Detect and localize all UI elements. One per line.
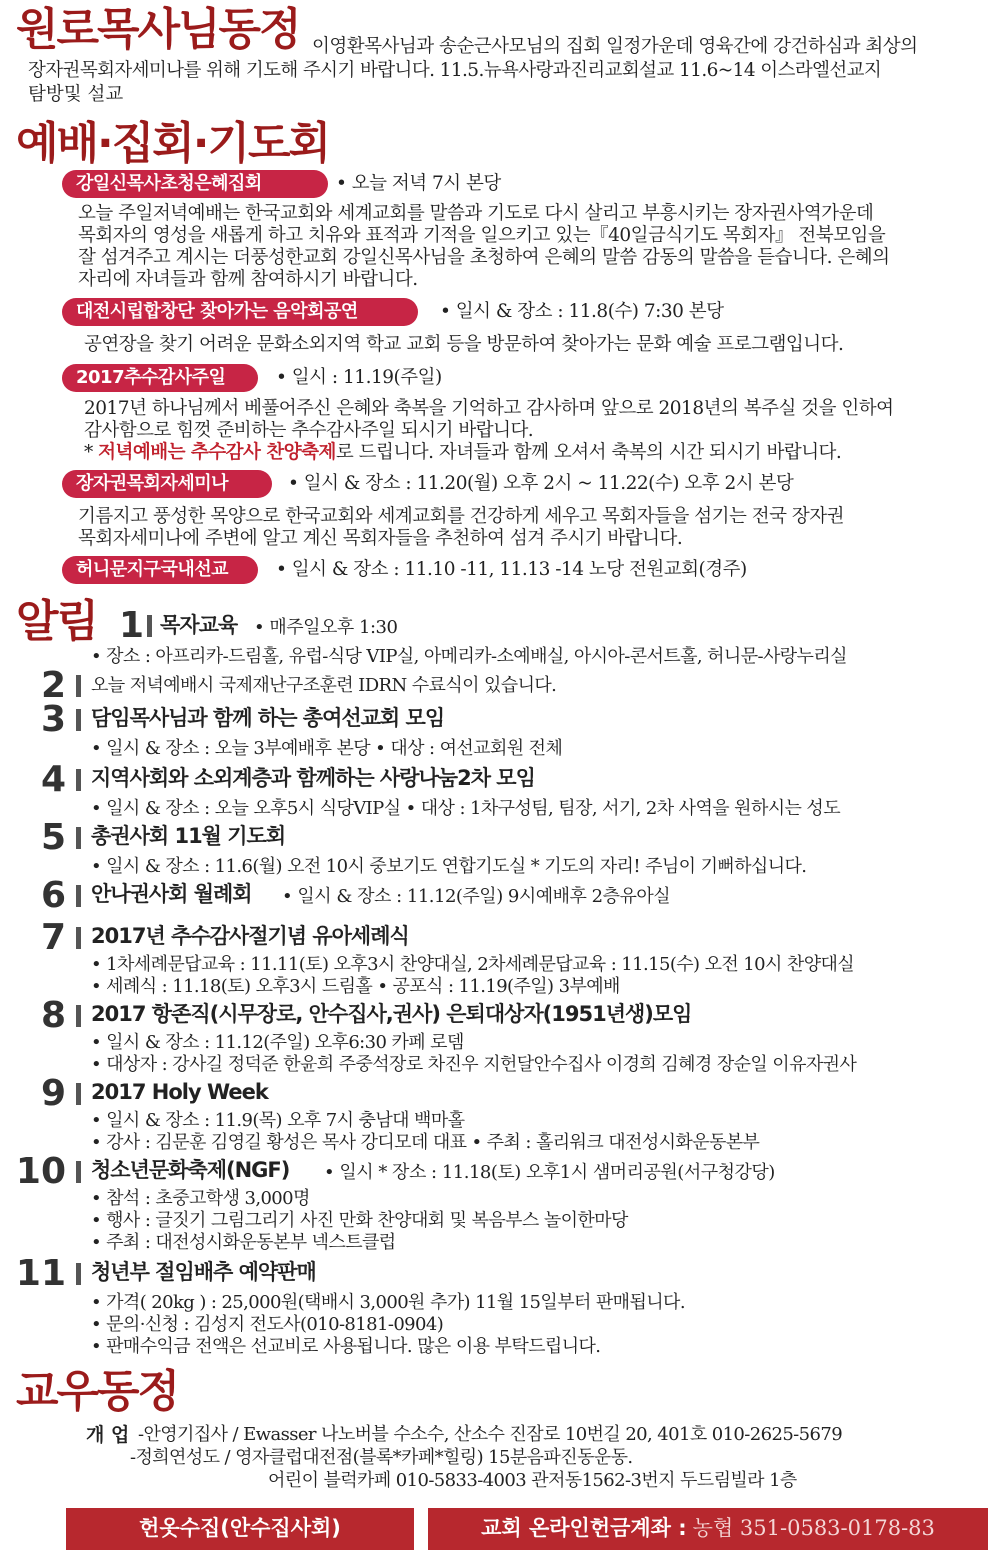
notice-number: 5 [40,817,66,858]
notice-number: 11 [15,1253,66,1294]
notice-title: 안나권사회 월례회 [91,882,252,906]
notice-number: 3 [40,699,66,740]
offering-account-number: 농협 351-0583-0178-83 [692,1516,935,1541]
notice-number: 6 [40,875,66,916]
notice-line: • 일시 & 장소 : 11.12(주일) 오후6:30 카페 로뎀 [91,1032,464,1053]
clothes-collection-label: 헌옷수집(안수집사회) [139,1516,341,1541]
member-news-label: 개 업 [86,1424,130,1446]
notice-number: 4 [40,759,66,800]
description-line: 잘 섬겨주고 계시는 더풍성한교회 강일신목사님을 초청하여 은혜의 말씀 감동의 말씀을 듣습니다. 은혜의 [78,247,890,268]
notice-number: 8 [40,995,66,1036]
notice-line: • 대상자 : 강사길 정덕준 한윤희 주중석장로 차진우 지헌달안수집사 이경희 김혜경 장순일 이유자권사 [91,1054,857,1075]
event-description [84,398,994,464]
notice-line: • 주최 : 대전성시화운동본부 넥스트클럽 [91,1232,396,1253]
notice-title: 2017 Holy Week [91,1080,268,1104]
notice-number: 7 [40,917,66,958]
event-description [84,334,994,356]
notice-line: • 참석 : 초중고학생 3,000명 [91,1188,310,1209]
description-line: 2017년 하나님께서 베풀어주신 은혜와 축복을 기억하고 감사하며 앞으로 2018년의 복주실 것을 인하여 [84,398,894,419]
description-line: 목회자의 영성을 새롭게 하고 치유와 표적과 기적을 일으키고 있는『40일금식기도 목회자』 전북모임을 [78,225,886,246]
offering-account-banner [428,1508,988,1550]
description-line: 오늘 주일저녁예배는 한국교회와 세계교회를 말씀과 기도로 다시 살리고 부흥시키는 장자권사역가운데 [78,203,874,224]
notice-bar [76,1083,81,1105]
event-label: 허니문지구국내선교 [62,556,258,584]
notice-title: 총권사회 11월 기도회 [91,824,286,848]
notice-title: 담임목사님과 함께 하는 총여선교회 모임 [91,706,445,730]
pastor-news-line2: 장자권목회자세미나를 위해 기도해 주시기 바랍니다. 11.5.뉴욕사랑과진리교회설교 11.6~14 이스라엘선교지 [28,60,882,81]
clothes-collection-banner [66,1508,414,1550]
event-label: 장자권목회자세미나 [62,470,272,498]
notice-line: • 강사 : 김문훈 김영길 황성은 목사 강디모데 대표 • 주최 : 홀리워크 대전성시화운동본부 [91,1132,760,1153]
notice-title: 목자교육 [160,613,238,637]
notice-bar [76,769,81,791]
notice-bar [76,1263,81,1285]
event-info: • 일시 & 장소 : 11.10 -11, 11.13 -14 노당 전원교회(경주) [276,559,747,580]
notice-line: • 문의·신청 : 김성지 전도사(010-8181-0904) [91,1314,444,1335]
notice-number: 1 [118,605,144,646]
notice-extra: • 일시 & 장소 : 11.12(주일) 9시예배후 2층유아실 [282,886,671,907]
notice-extra: • 일시 * 장소 : 11.18(토) 오후1시 샘머리공원(서구청강당) [324,1162,775,1183]
event-info: • 일시 & 장소 : 11.20(월) 오후 2시 ~ 11.22(수) 오후 2시 본당 [288,473,794,494]
description-line: 기름지고 풍성한 목양으로 한국교회와 세계교회를 건강하게 세우고 목회자들을 섬기는 전국 장자권 [78,506,845,527]
notice-extra: • 매주일오후 1:30 [254,617,398,638]
offering-account-label: 교회 온라인헌금계좌 : [481,1516,687,1541]
notice-bar [76,927,81,949]
event-label: 강일신목사초청은혜집회 [62,170,328,198]
notice-line: • 가격( 20kg ) : 25,000원(택배시 3,000원 추가) 11월 15일부터 판매됩니다. [91,1292,685,1313]
notice-text: 오늘 저녁예배시 국제재난구조훈련 IDRN 수료식이 있습니다. [91,675,557,696]
event-label: 대전시립합창단 찾아가는 음악회공연 [62,298,418,326]
member-news-title: 교우동정 [16,1366,179,1417]
worship-title: 예배·집회·기도회 [16,118,329,169]
member-news-line2: -정희연성도 / 영자클럽대전점(블록*카페*힐링) 15분음파진동운동. [130,1447,633,1468]
event-info: • 일시 : 11.19(주일) [276,367,442,388]
event-description [78,506,988,550]
notice-line: • 일시 & 장소 : 11.6(월) 오전 10시 중보기도 연합기도실 * 기도의 자리! 주님이 기뻐하십니다. [91,856,807,877]
notice-line: • 일시 & 장소 : 오늘 오후5시 식당VIP실 • 대상 : 1차구성팀, 팀장, 서기, 2차 사역을 원하시는 성도 [91,798,841,819]
description-line: 목회자세미나에 주변에 알고 계신 목회자들을 추천하여 섬겨 주시기 바랍니다. [78,528,683,549]
member-news-line3: 어린이 블럭카페 010-5833-4003 관저동1562-3번지 두드림빌라 1층 [268,1470,797,1491]
notice-line: • 일시 & 장소 : 오늘 3부예배후 본당 • 대상 : 여선교회원 전체 [91,738,563,759]
notice-bar [76,1005,81,1027]
event-note [84,442,994,464]
notice-bar [76,675,81,697]
notice-line: • 행사 : 글짓기 그림그리기 사진 만화 찬양대회 및 복음부스 놀이한마당 [91,1210,628,1231]
event-info: • 오늘 저녁 7시 본당 [336,173,501,194]
notice-number: 9 [40,1073,66,1114]
pastor-news-line3: 탐방및 설교 [28,84,124,105]
notices-title: 알림 [16,596,98,647]
event-info: • 일시 & 장소 : 11.8(수) 7:30 본당 [440,301,724,322]
notice-bar [147,615,152,637]
pastor-news-line1: 이영환목사님과 송순근사모님의 집회 일정가운데 영육간에 강건하심과 최상의 [312,36,918,57]
note-text: 로 드립니다. 자녀들과 함께 오셔서 축복의 시간 되시기 바랍니다. [335,442,842,463]
notice-title: 청년부 절임배추 예약판매 [91,1260,316,1284]
notice-line: • 세례식 : 11.18(토) 오후3시 드림홀 • 공포식 : 11.19(주일) 3부예배 [91,976,620,997]
notice-bar [76,885,81,907]
description-line: 자리에 자녀들과 함께 참여하시기 바랍니다. [78,269,418,290]
notice-line: • 일시 & 장소 : 11.9(목) 오후 7시 충남대 백마홀 [91,1110,465,1131]
description-line: 공연장을 찾기 어려운 문화소외지역 학교 교회 등을 방문하여 찾아가는 문화 예술 프로그램입니다. [84,334,844,355]
note-prefix: * [84,442,99,463]
event-description [78,203,988,291]
description-line: 감사함으로 힘껏 준비하는 추수감사주일 되시기 바랍니다. [84,420,534,441]
notice-number: 10 [15,1151,66,1192]
notice-bar [76,1161,81,1183]
notice-bar [76,709,81,731]
notice-title: 2017년 추수감사절기념 유아세례식 [91,924,409,948]
notice-line: • 장소 : 아프리카-드림홀, 유럽-식당 VIP실, 아메리카-소예배실, 아시아-콘서트홀, 허니문-사랑누리실 [91,646,847,667]
notice-line: • 1차세례문답교육 : 11.11(토) 오후3시 찬양대실, 2차세례문답교육 : 11.15(수) 오전 10시 찬양대실 [91,954,855,975]
notice-title: 2017 항존직(시무장로, 안수집사,권사) 은퇴대상자(1951년생)모임 [91,1002,692,1026]
notice-title: 청소년문화축제(NGF) [91,1158,290,1182]
notice-bar [76,827,81,849]
notice-number: 2 [40,665,66,706]
member-news-line1: -안영기집사 / Ewasser 나노버블 수소수, 산소수 진잠로 10번길 20, 401호 010-2625-5679 [138,1424,843,1445]
notice-title: 지역사회와 소외계층과 함께하는 사랑나눔2차 모임 [91,766,535,790]
notice-line: • 판매수익금 전액은 선교비로 사용됩니다. 많은 이용 부탁드립니다. [91,1336,601,1357]
pastor-news-title: 원로목사님동정 [16,4,300,55]
note-highlight-2: 찬양축제 [266,442,336,463]
note-highlight: 저녁예배는 추수감사 [98,442,267,463]
event-label: 2017추수감사주일 [62,364,258,392]
